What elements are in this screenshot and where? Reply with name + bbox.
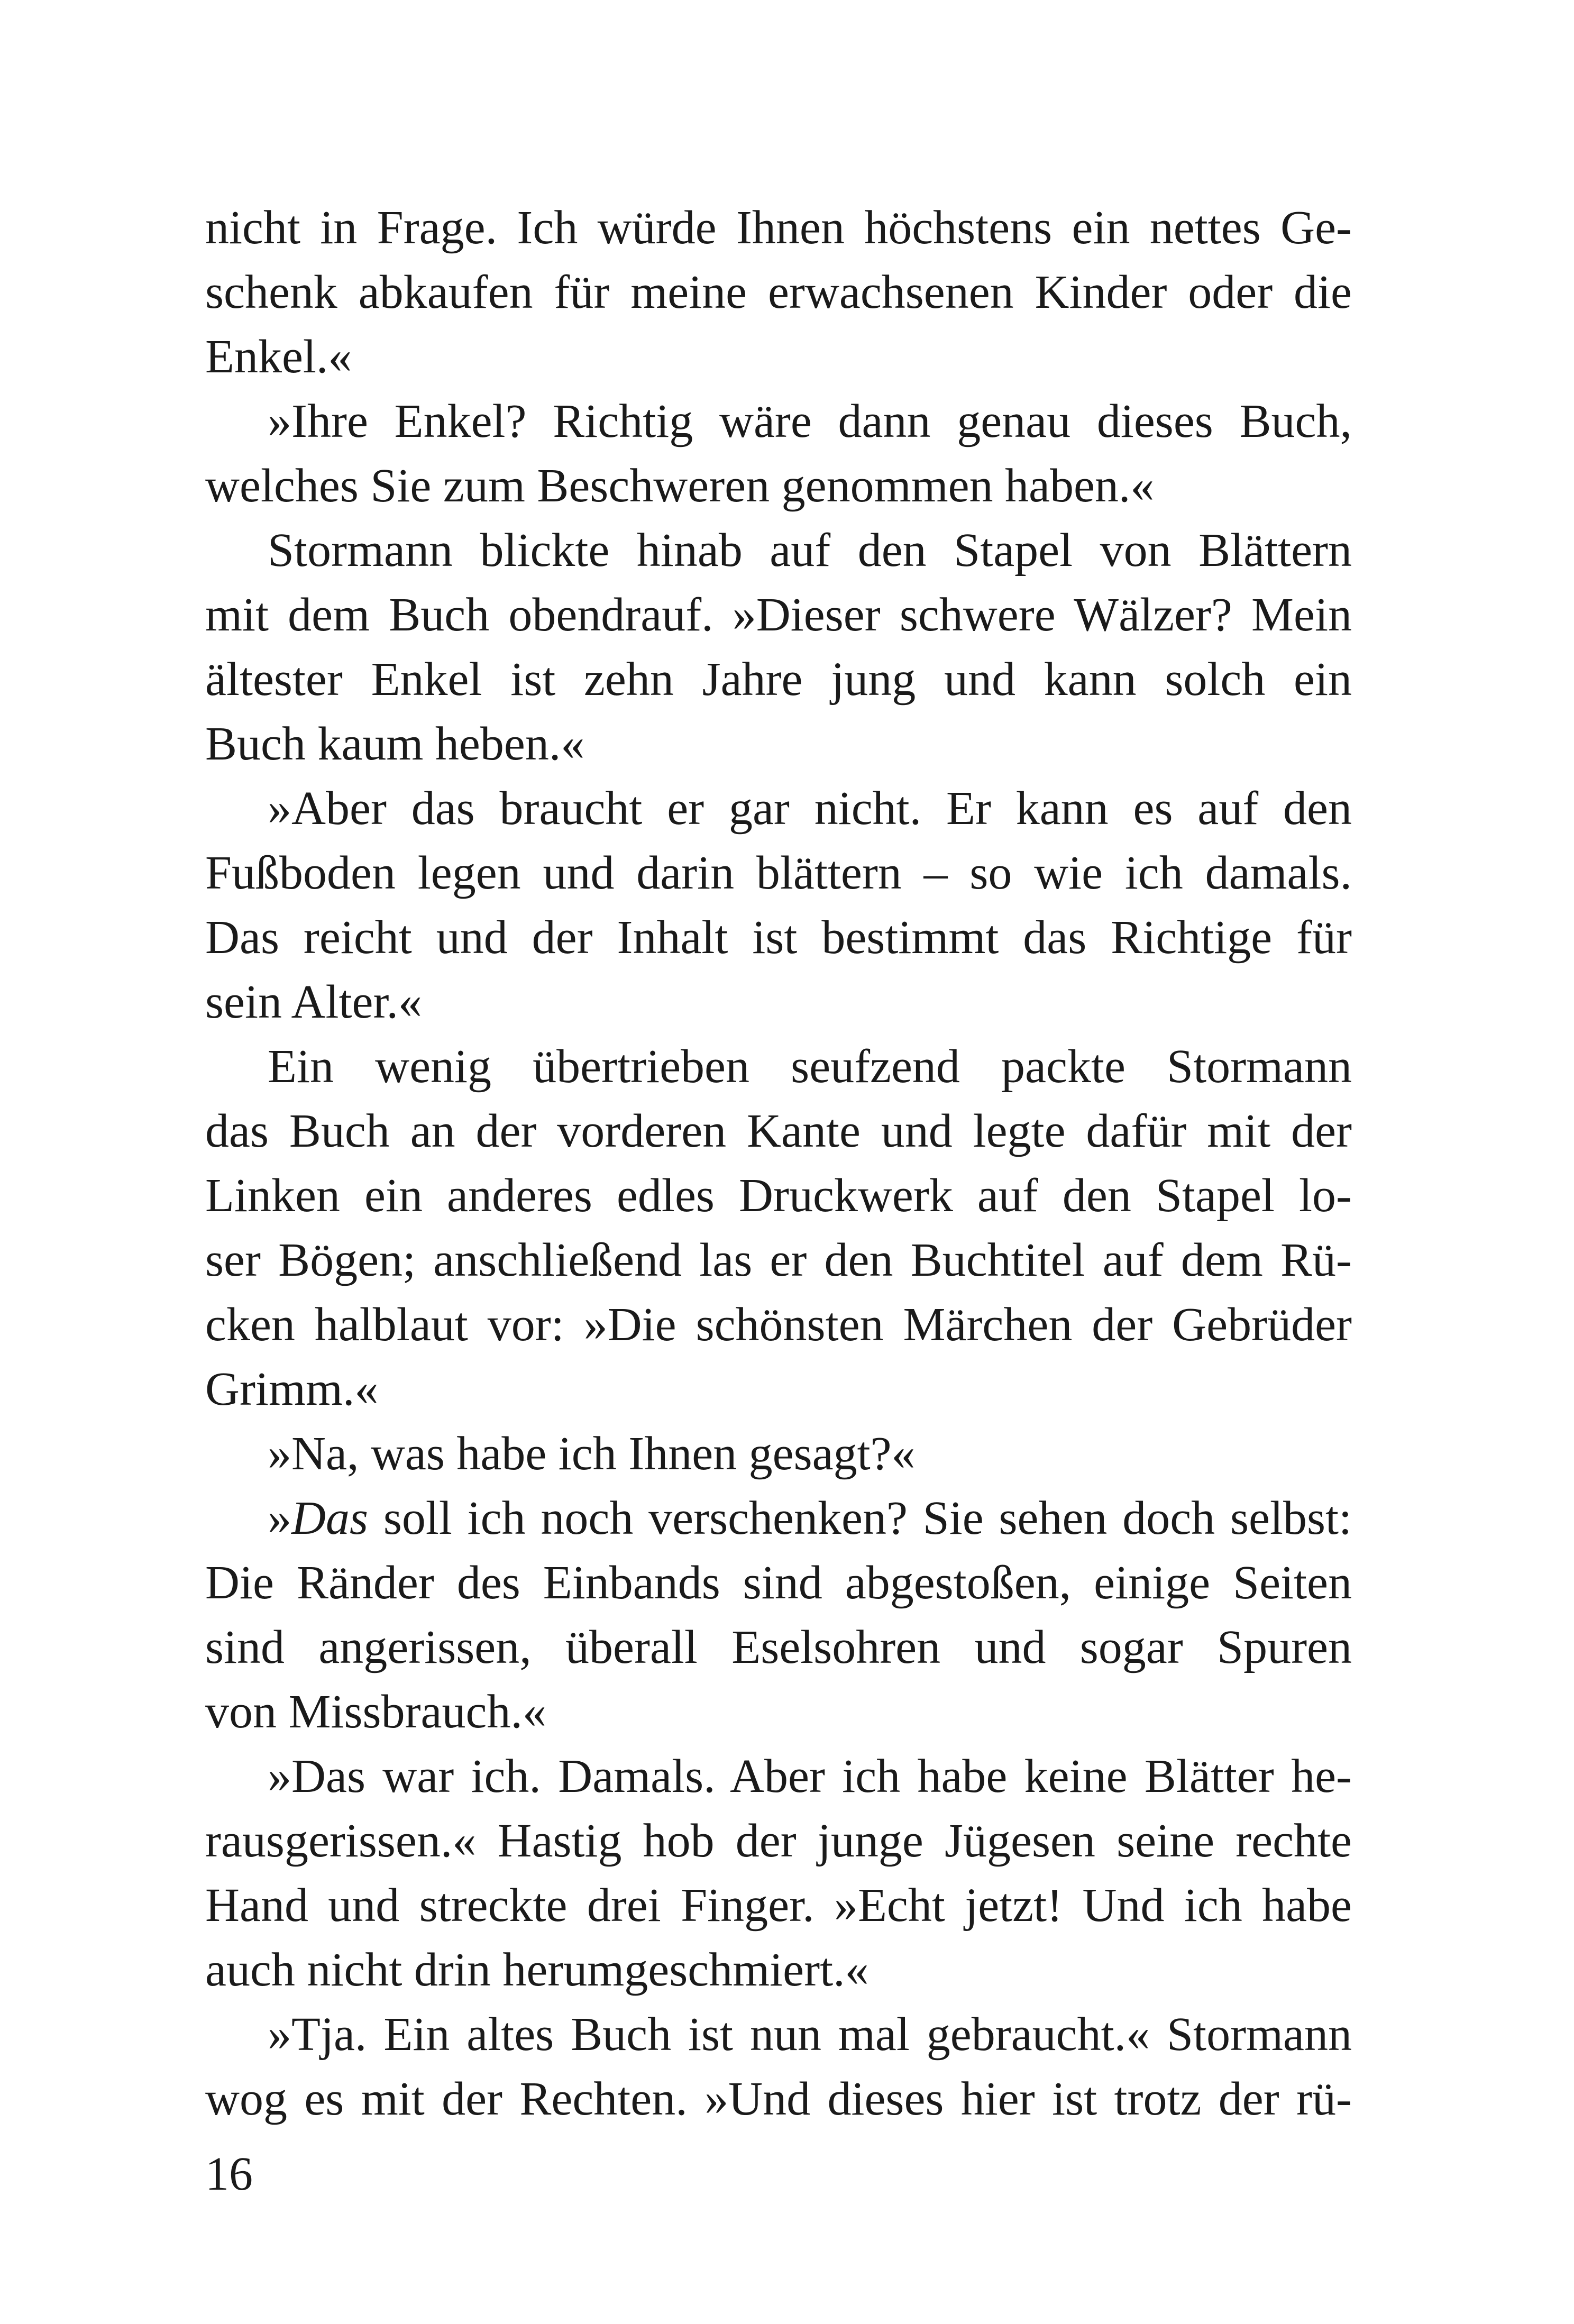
- text-line: ältester Enkel ist zehn Jahre jung und kann solch ein: [205, 653, 1352, 706]
- text-line: Ein wenig übertrieben seufzend packte Stormann: [268, 1040, 1352, 1093]
- text-line: »Na, was habe ich Ihnen gesagt?«: [268, 1428, 916, 1480]
- text-line: nicht in Frage. Ich würde Ihnen höchstens ein nettes Ge-: [205, 202, 1352, 254]
- text-line: ser Bögen; anschließend las er den Buchtitel auf dem Rü-: [205, 1234, 1352, 1286]
- text-fragment: »: [268, 1492, 291, 1544]
- text-line: »Tja. Ein altes Buch ist nun mal gebraucht.« Stormann: [268, 2008, 1352, 2061]
- text-line: schenk abkaufen für meine erwachsenen Kinder oder die: [205, 266, 1352, 318]
- text-line: [205, 1486, 1352, 1551]
- text-line: rausgerissen.« Hastig hob der junge Jügesen seine rechte: [205, 1815, 1352, 1867]
- text-line: wog es mit der Rechten. »Und dieses hier ist trotz der rü-: [205, 2073, 1352, 2125]
- text-line: sind angerissen, überall Eselsohren und sogar Spuren: [205, 1621, 1352, 1673]
- text-line: Buch kaum heben.«: [205, 718, 585, 770]
- text-line: welches Sie zum Beschweren genommen haben.«: [205, 460, 1155, 512]
- text-line: Stormann blickte hinab auf den Stapel von Blättern: [268, 524, 1352, 577]
- text-line: »Das war ich. Damals. Aber ich habe keine Blätter he-: [268, 1750, 1352, 1803]
- text-line: das Buch an der vorderen Kante und legte dafür mit der: [205, 1105, 1352, 1157]
- text-line: cken halblaut vor: »Die schönsten Märchen der Gebrüder: [205, 1298, 1352, 1351]
- text-line: Fußboden legen und darin blättern – so wie ich damals.: [205, 847, 1352, 899]
- text-line: mit dem Buch obendrauf. »Dieser schwere Wälzer? Mein: [205, 589, 1352, 641]
- text-line: Linken ein anderes edles Druckwerk auf den Stapel lo-: [205, 1169, 1352, 1222]
- text-line: von Missbrauch.«: [205, 1686, 546, 1738]
- text-line: auch nicht drin herumgeschmiert.«: [205, 1944, 869, 1996]
- text-line: Enkel.«: [205, 331, 352, 383]
- page-number: 16: [205, 2148, 253, 2200]
- text-line: Die Ränder des Einbands sind abgestoßen, einige Seiten: [205, 1557, 1352, 1609]
- text-line: sein Alter.«: [205, 976, 422, 1028]
- text-line: Das reicht und der Inhalt ist bestimmt das Richtige für: [205, 911, 1352, 964]
- body-text: [205, 196, 1352, 2131]
- text-fragment: soll ich noch verschenken? Sie sehen doch selbst:: [368, 1492, 1352, 1544]
- text-line: »Aber das braucht er gar nicht. Er kann es auf den: [268, 782, 1352, 835]
- text-line: »Ihre Enkel? Richtig wäre dann genau dieses Buch,: [268, 395, 1352, 447]
- text-line: Hand und streckte drei Finger. »Echt jetzt! Und ich habe: [205, 1879, 1352, 1932]
- italic-emphasis: Das: [291, 1492, 369, 1544]
- text-line: Grimm.«: [205, 1363, 379, 1415]
